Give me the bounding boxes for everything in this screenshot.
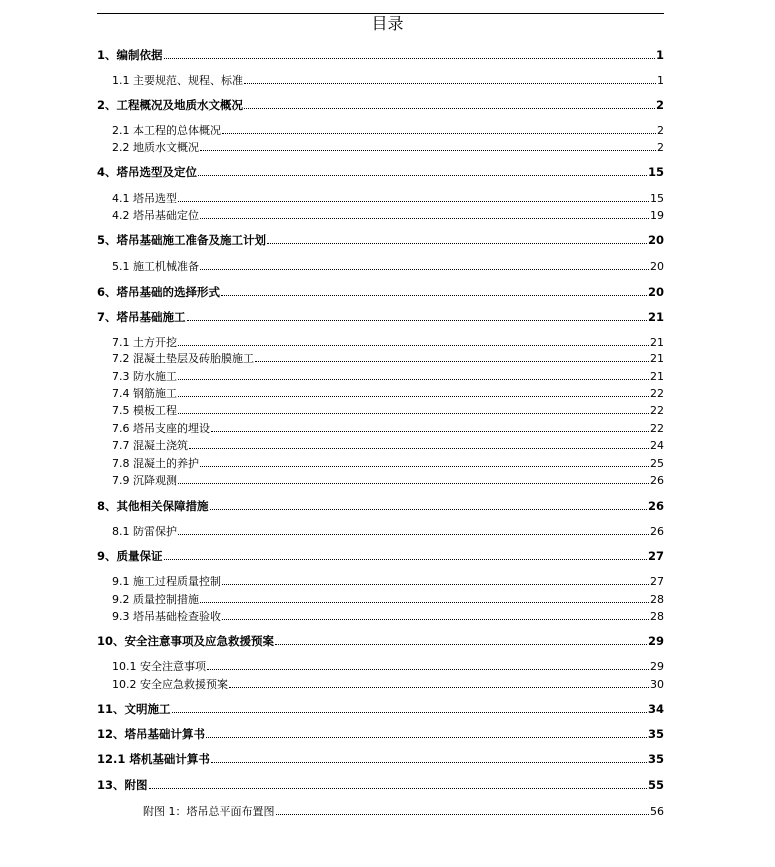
toc-entry-label: 10.1 安全注意事项 <box>112 660 206 673</box>
toc-entry-page-number: 28 <box>650 610 664 623</box>
toc-entry-page-number: 20 <box>647 233 664 247</box>
toc-entry-label: 2.2 地质水文概况 <box>112 141 199 154</box>
toc-entry-label: 12、塔吊基础计算书 <box>97 727 206 741</box>
toc-entry-page-number: 27 <box>650 575 664 588</box>
dot-leader <box>244 97 655 109</box>
toc-entry-label: 4.2 塔吊基础定位 <box>112 209 199 222</box>
toc-entry-label: 13、附图 <box>97 778 148 792</box>
toc-entry[interactable] <box>112 258 664 274</box>
toc-entry-page-number: 56 <box>650 805 664 818</box>
dot-leader <box>244 72 656 84</box>
toc-entry-label: 7.2 混凝土垫层及砖胎膜施工 <box>112 352 254 365</box>
toc-entry-label: 7、塔吊基础施工 <box>97 310 186 324</box>
toc-entry-label: 7.7 混凝土浇筑 <box>112 439 188 452</box>
dot-leader <box>200 455 649 467</box>
toc-entry[interactable] <box>97 232 664 248</box>
dot-leader <box>178 385 649 397</box>
toc-entry-page-number: 21 <box>650 352 664 365</box>
toc-entry[interactable] <box>112 523 664 539</box>
toc-entry-label: 5.1 施工机械准备 <box>112 260 199 273</box>
toc-entry-page-number: 28 <box>650 593 664 606</box>
dot-leader <box>172 701 647 713</box>
toc-entry-page-number: 22 <box>650 387 664 400</box>
dot-leader <box>222 573 649 585</box>
toc-entry-label: 7.8 混凝土的养护 <box>112 457 199 470</box>
toc-entry[interactable] <box>112 472 664 488</box>
dot-leader <box>178 472 649 484</box>
toc-entry[interactable] <box>97 548 664 564</box>
page-title: 目录 <box>371 14 404 33</box>
dot-leader <box>222 608 649 620</box>
dot-leader <box>207 658 649 670</box>
toc-entry[interactable] <box>112 334 664 350</box>
toc-entry-label: 7.5 模板工程 <box>112 404 177 417</box>
toc-entry-label: 4.1 塔吊选型 <box>112 192 177 205</box>
toc-entry-label: 7.6 塔吊支座的埋设 <box>112 422 210 435</box>
toc-entry-label: 12.1 塔机基础计算书 <box>97 752 210 766</box>
toc-entry-label: 9、质量保证 <box>97 549 163 563</box>
toc-entry-label: 8、其他相关保障措施 <box>97 499 209 513</box>
dot-leader <box>164 548 647 560</box>
toc-entry-label: 1、编制依据 <box>97 48 163 62</box>
toc-entry-page-number: 21 <box>650 336 664 349</box>
toc-entry-page-number: 29 <box>650 660 664 673</box>
dot-leader <box>200 207 649 219</box>
toc-entry-page-number: 26 <box>650 474 664 487</box>
toc-entry[interactable] <box>112 139 664 155</box>
toc-entry[interactable] <box>97 47 664 63</box>
toc-entry-label: 9.1 施工过程质量控制 <box>112 575 221 588</box>
toc-entry-page-number: 1 <box>657 74 664 87</box>
dot-leader <box>221 284 647 296</box>
dot-leader <box>275 633 647 645</box>
toc-entry[interactable] <box>112 368 664 384</box>
toc-entry-page-number: 2 <box>657 124 664 137</box>
dot-leader <box>222 122 656 134</box>
toc-entry-label: 1.1 主要规范、规程、标准 <box>112 74 243 87</box>
toc-entry-label: 7.1 土方开挖 <box>112 336 177 349</box>
dot-leader <box>206 726 647 738</box>
dot-leader <box>178 523 649 535</box>
toc-entry[interactable] <box>112 658 664 674</box>
toc-entry[interactable] <box>112 122 664 138</box>
toc-entry-label: 2、工程概况及地质水文概况 <box>97 98 244 112</box>
toc-entry-label: 9.2 质量控制措施 <box>112 593 199 606</box>
dot-leader <box>178 368 649 380</box>
toc-entry-page-number: 2 <box>657 141 664 154</box>
toc-entry[interactable] <box>97 498 664 514</box>
toc-entry[interactable] <box>97 284 664 300</box>
toc-entry[interactable] <box>97 164 664 180</box>
toc-entry-page-number: 55 <box>647 778 664 792</box>
toc-entry-label: 7.3 防水施工 <box>112 370 177 383</box>
toc-entry-page-number: 2 <box>655 98 664 112</box>
toc-entry-page-number: 24 <box>650 439 664 452</box>
toc-entry[interactable] <box>143 803 664 819</box>
dot-leader <box>255 350 649 362</box>
toc-entry[interactable] <box>112 573 664 589</box>
dot-leader <box>149 777 647 789</box>
toc-entry-page-number: 35 <box>647 752 664 766</box>
toc-entry-page-number: 26 <box>650 525 664 538</box>
dot-leader <box>276 803 650 815</box>
toc-entry[interactable] <box>112 207 664 223</box>
dot-leader <box>198 164 647 176</box>
toc-entry-page-number: 21 <box>647 310 664 324</box>
toc-entry-page-number: 20 <box>647 285 664 299</box>
toc-entry[interactable] <box>97 777 664 793</box>
toc-entry-page-number: 1 <box>655 48 664 62</box>
toc-entry-page-number: 29 <box>647 634 664 648</box>
toc-entry-label: 9.3 塔吊基础检查验收 <box>112 610 221 623</box>
dot-leader <box>267 232 647 244</box>
toc-entry-page-number: 35 <box>647 727 664 741</box>
toc-entry-label: 7.9 沉降观测 <box>112 474 177 487</box>
toc-entry[interactable] <box>97 309 664 325</box>
dot-leader <box>164 47 655 59</box>
dot-leader <box>187 309 647 321</box>
toc-entry[interactable] <box>112 190 664 206</box>
dot-leader <box>200 591 649 603</box>
toc-entry[interactable] <box>112 402 664 418</box>
dot-leader <box>211 751 647 763</box>
toc-entry-page-number: 22 <box>650 422 664 435</box>
dot-leader <box>211 420 649 432</box>
dot-leader <box>178 334 649 346</box>
toc-entry-label: 7.4 钢筋施工 <box>112 387 177 400</box>
toc-entry-label: 6、塔吊基础的选择形式 <box>97 285 221 299</box>
toc-entry-page-number: 15 <box>650 192 664 205</box>
toc-entry[interactable] <box>112 420 664 436</box>
toc-entry-label: 11、文明施工 <box>97 702 171 716</box>
dot-leader <box>200 139 656 151</box>
dot-leader <box>178 190 649 202</box>
toc-entry-page-number: 34 <box>647 702 664 716</box>
dot-leader <box>178 402 649 414</box>
toc-entry-label: 附图 1：塔吊总平面布置图 <box>143 805 275 818</box>
toc-entry[interactable] <box>112 455 664 471</box>
dot-leader <box>229 676 649 688</box>
toc-entry[interactable] <box>112 608 664 624</box>
toc-entry[interactable] <box>97 701 664 717</box>
dot-leader <box>210 498 647 510</box>
toc-entry-label: 4、塔吊选型及定位 <box>97 165 198 179</box>
toc-entry[interactable] <box>112 350 664 366</box>
toc-entry-label: 5、塔吊基础施工准备及施工计划 <box>97 233 266 247</box>
toc-entry[interactable] <box>97 97 664 113</box>
dot-leader <box>189 437 649 449</box>
toc-entry-page-number: 20 <box>650 260 664 273</box>
toc-entry[interactable] <box>97 633 664 649</box>
toc-entry[interactable] <box>112 676 664 692</box>
toc-entry[interactable] <box>112 385 664 401</box>
toc-entry[interactable] <box>112 72 664 88</box>
toc-entry-page-number: 15 <box>647 165 664 179</box>
dot-leader <box>200 258 649 270</box>
toc-entry[interactable] <box>112 437 664 453</box>
toc-entry-page-number: 22 <box>650 404 664 417</box>
toc-entry-page-number: 27 <box>647 549 664 563</box>
toc-entry-page-number: 19 <box>650 209 664 222</box>
toc-entry[interactable] <box>97 751 664 767</box>
toc-entry[interactable] <box>97 726 664 742</box>
toc-entry-label: 2.1 本工程的总体概况 <box>112 124 221 137</box>
toc-entry-label: 10、安全注意事项及应急救援预案 <box>97 634 275 648</box>
toc-entry-page-number: 26 <box>647 499 664 513</box>
toc-entry-label: 8.1 防雷保护 <box>112 525 177 538</box>
toc-entry-page-number: 21 <box>650 370 664 383</box>
toc-entry-page-number: 25 <box>650 457 664 470</box>
toc-entry[interactable] <box>112 591 664 607</box>
toc-entry-page-number: 30 <box>650 678 664 691</box>
toc-entry-label: 10.2 安全应急救援预案 <box>112 678 228 691</box>
